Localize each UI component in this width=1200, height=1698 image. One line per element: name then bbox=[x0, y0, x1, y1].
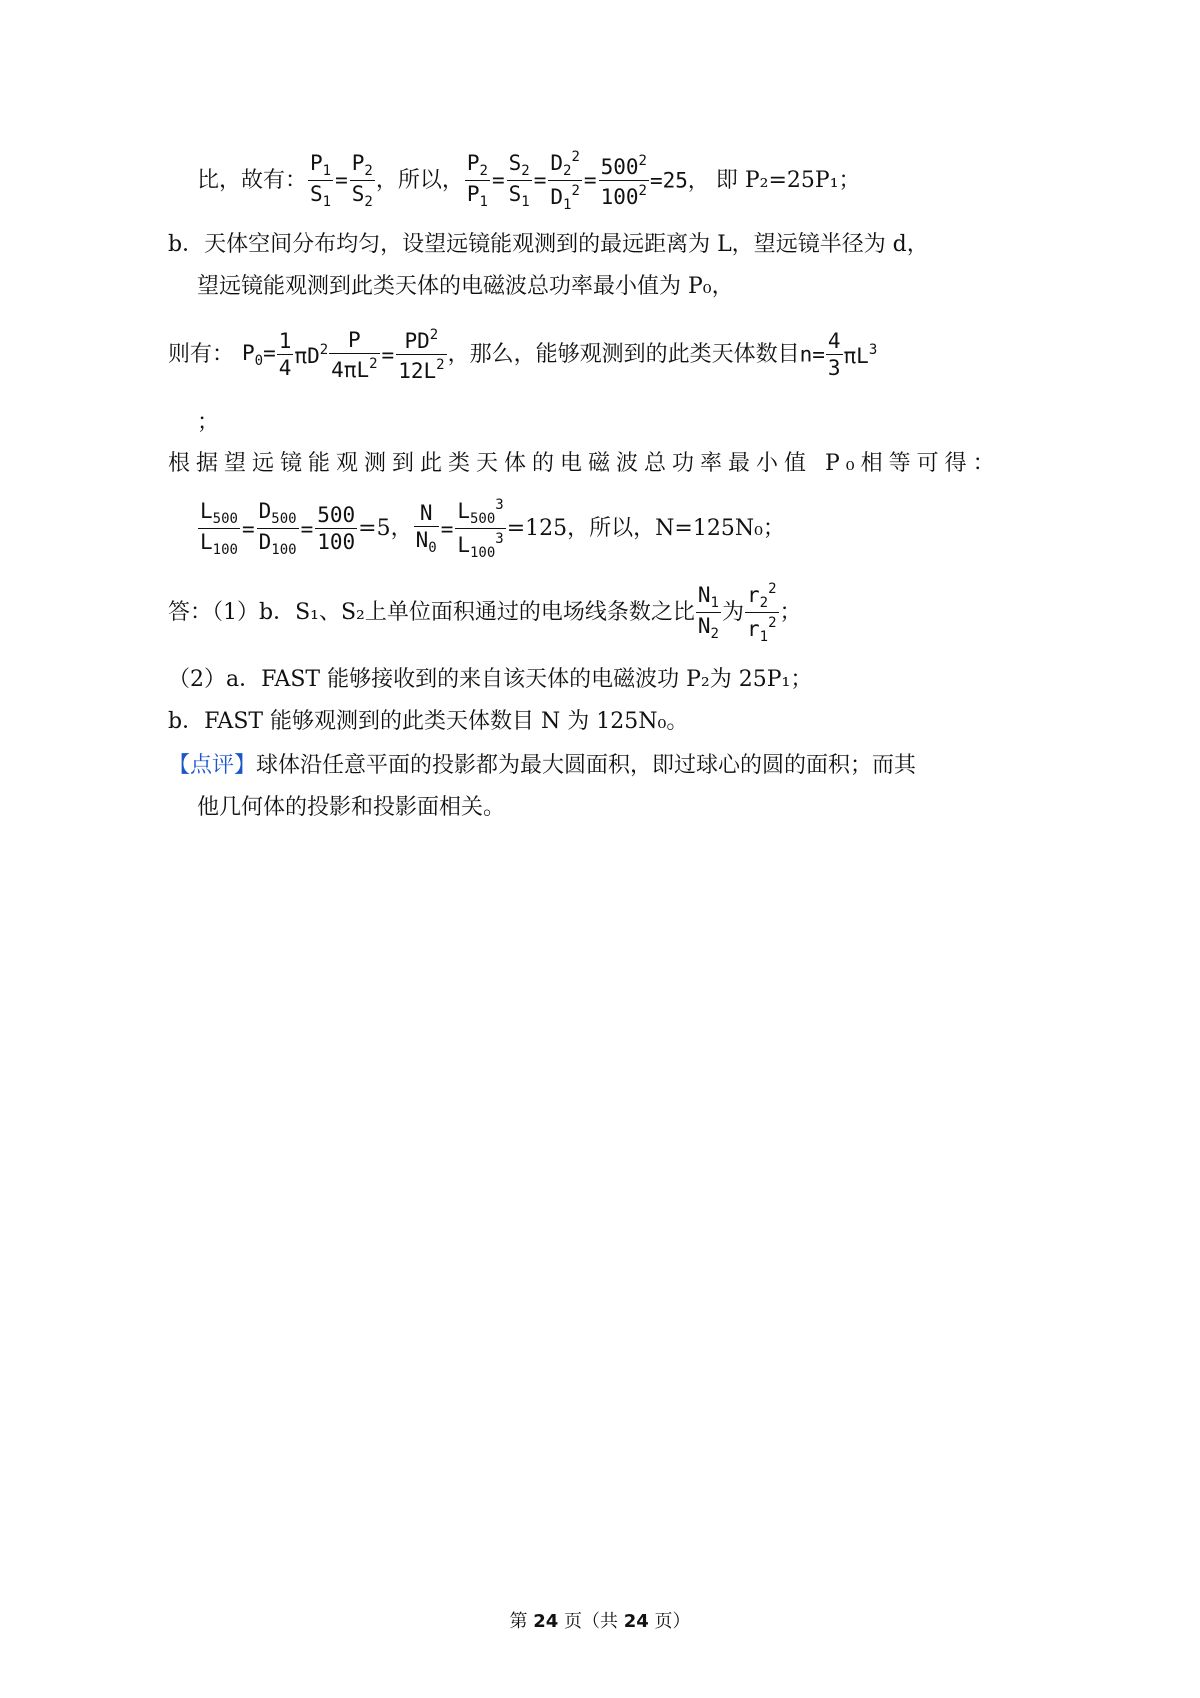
line-7-mid2: =125，所以，N=125N₀； bbox=[506, 516, 785, 541]
formula-l-ratio: $\frac{L_{500}}{L_{100}}$ = $\frac{D_{500}}{D_{100}}$ = $\frac{500}{100}$ bbox=[200, 499, 356, 558]
line-3: 望远镜能观测到此类天体的电磁波总功率最小值为 P₀， bbox=[197, 274, 734, 299]
footer-mid: 页（共 bbox=[558, 1611, 624, 1632]
formula-ratio: $\frac{P_2}{P_1}$ = $\frac{S_2}{S_1}$ = $\frac{D_2^2}{D_1^2}$ = $\frac{500^2}{100^2}$ bbox=[466, 149, 647, 213]
formula-p1-s1: $\frac{P_1}{S_1}$ = $\frac{P_2}{S_2}$ bbox=[310, 151, 373, 210]
line-8 bbox=[168, 582, 802, 644]
line-1-result: =25， bbox=[649, 168, 709, 193]
line-1-mid: ，所以， bbox=[375, 168, 464, 193]
line-1-tail: 即 P₂=25P₁； bbox=[715, 168, 861, 193]
line-4-mid: ，那么，能够观测到的此类天体数目 bbox=[447, 342, 800, 367]
line-6: 根据望远镜能观测到此类天体的电磁波总功率最小值 P₀相等可得： bbox=[168, 451, 1001, 476]
comment-line-2: 他几何体的投影和投影面相关。 bbox=[197, 795, 506, 820]
line-4 bbox=[168, 328, 877, 382]
line-4-prefix: 则有： bbox=[168, 342, 235, 367]
line-7-mid1: =5， bbox=[358, 516, 413, 541]
line-8-tail: ； bbox=[779, 600, 802, 625]
formula-n1-n2: $\frac{N_1}{N_2}$ bbox=[697, 583, 719, 642]
footer-total-pages: 24 bbox=[623, 1611, 649, 1632]
line-1-prefix: 比，故有： bbox=[197, 168, 308, 193]
formula-r-ratio: $\frac{r_2^2}{r_1^2}$ bbox=[746, 581, 777, 645]
line-9: （2）a．FAST 能够接收到的来自该天体的电磁波功 P₂为 25P₁； bbox=[168, 667, 813, 692]
line-5: ； bbox=[197, 410, 220, 435]
comment-line-1 bbox=[168, 755, 916, 777]
comment-text-1: 球体沿任意平面的投影都为最大圆面积，即过球心的圆的面积；而其 bbox=[256, 753, 917, 778]
formula-n-ratio: $\frac{N}{N_0}$ = $\frac{L_{500}^3}{L_{100}^3}$ bbox=[415, 497, 504, 561]
line-2: b．天体空间分布均匀，设望远镜能观测到的最远距离为 L，望远镜半径为 d， bbox=[168, 232, 929, 257]
footer-pre: 第 bbox=[509, 1611, 534, 1632]
comment-tag: 【点评】 bbox=[168, 753, 257, 778]
formula-p0: $P_0=$ $\frac{1}{4}$ $\pi D^2$ $\frac{P}{4\pi L^2}$ = $\frac{PD^2}{12L^2}$ bbox=[242, 327, 445, 383]
line-7 bbox=[197, 498, 785, 560]
footer-post: 页） bbox=[648, 1611, 691, 1632]
line-8-prefix: 答：（1）b．S₁、S₂上单位面积通过的电场线条数之比 bbox=[168, 600, 695, 625]
line-1 bbox=[197, 150, 861, 212]
line-10: b．FAST 能够观测到的此类天体数目 N 为 125N₀。 bbox=[168, 709, 689, 734]
page-footer bbox=[0, 1607, 1200, 1633]
line-8-mid: 为 bbox=[721, 600, 744, 625]
footer-page-number: 24 bbox=[533, 1611, 559, 1632]
formula-n: n= $\frac{4}{3}$ $\pi L^3$ bbox=[799, 329, 878, 380]
